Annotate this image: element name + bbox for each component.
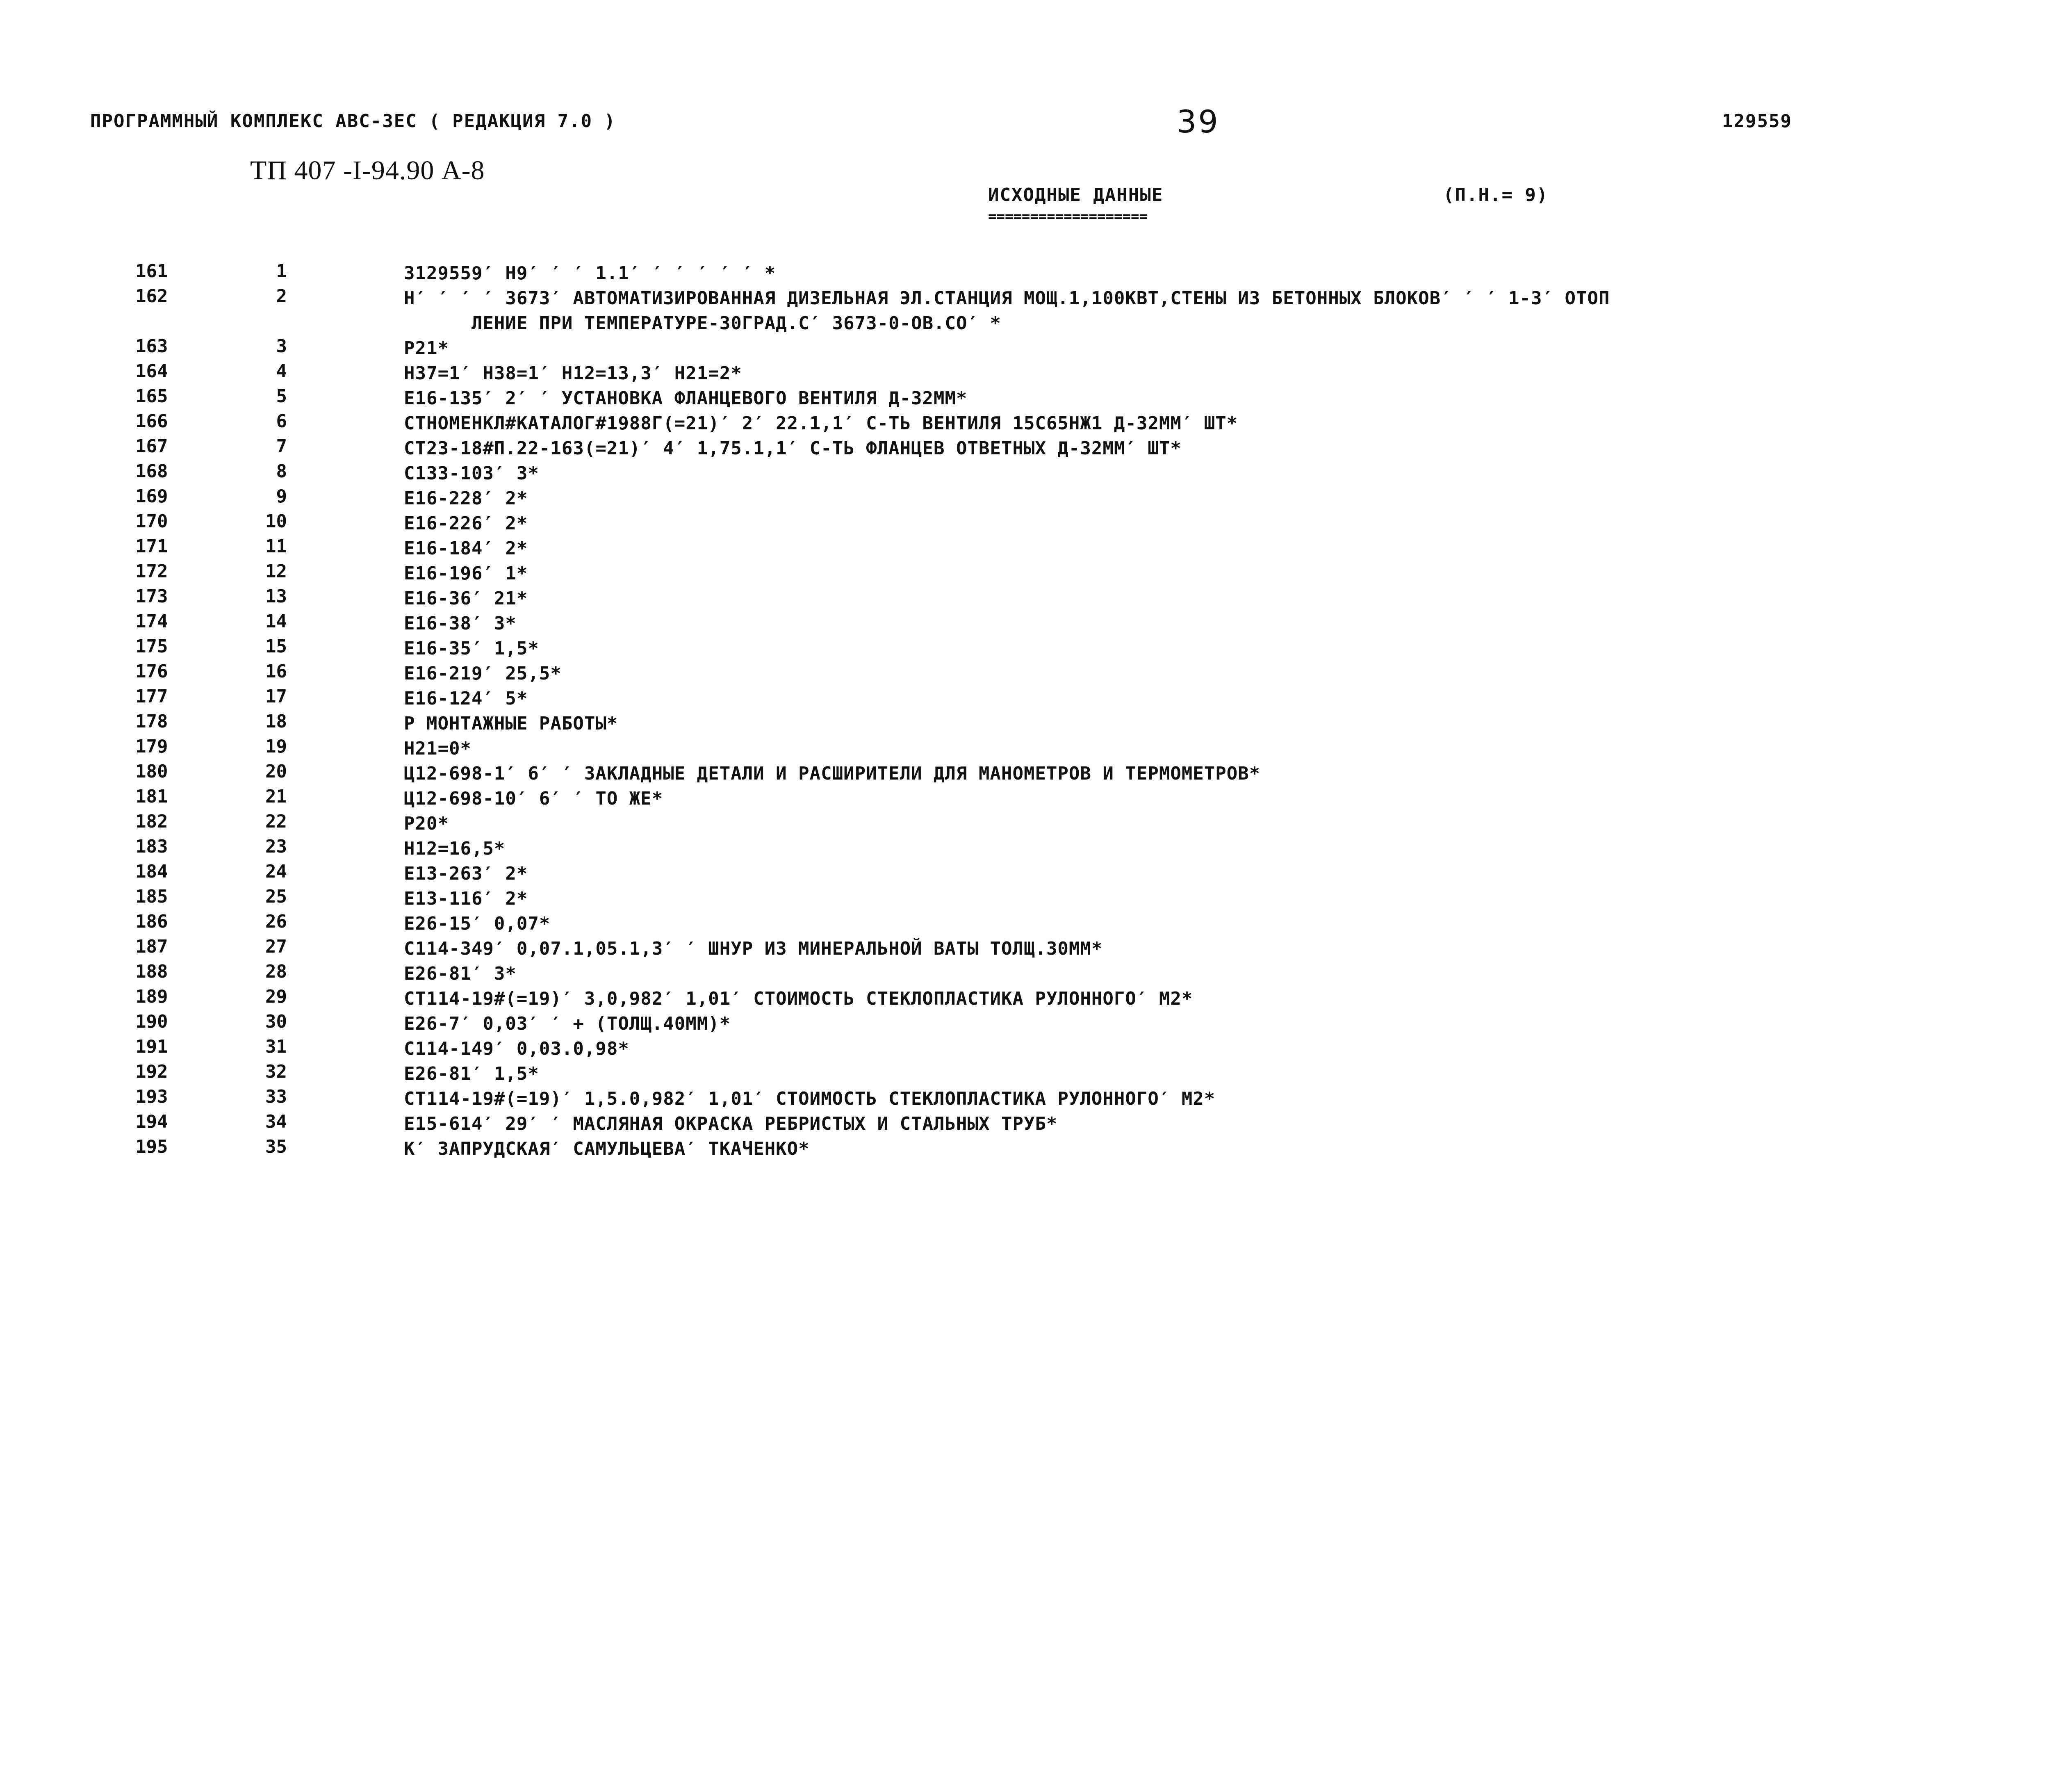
row-number: 174 [135,611,168,632]
listing-row [0,986,2050,1011]
row-index: 12 [265,561,287,582]
row-text: Е13-263′ 2* [404,863,528,884]
program-title: ПРОГРАММНЫЙ КОМПЛЕКС АВС-ЗЕС ( РЕДАКЦИЯ 7.0 ) [90,111,616,132]
listing-row [0,711,2050,736]
listing-row [0,1011,2050,1036]
listing-row [0,786,2050,811]
listing-row [0,761,2050,786]
row-text: Е16-219′ 25,5* [404,663,562,684]
row-number: 181 [135,786,168,807]
listing-row [0,361,2050,386]
row-index: 30 [265,1011,287,1032]
listing-row [0,661,2050,686]
row-index: 15 [265,636,287,657]
listing-row [0,411,2050,436]
row-index: 26 [265,911,287,932]
section-title: ИСХОДНЫЕ ДАННЫЕ [988,185,1164,205]
row-text: Е16-196′ 1* [404,563,528,584]
row-index: 6 [276,411,287,432]
listing-row [0,811,2050,836]
row-number: 179 [135,736,168,757]
data-listing [0,261,2050,1161]
row-index: 23 [265,836,287,857]
row-text: Е26-81′ 1,5* [404,1063,539,1084]
listing-row [0,1111,2050,1136]
row-index: 13 [265,586,287,607]
row-index: 19 [265,736,287,757]
row-index: 18 [265,711,287,732]
row-number: 170 [135,511,168,532]
row-index: 5 [276,386,287,407]
row-number: 164 [135,361,168,382]
row-index: 9 [276,486,287,507]
row-text: СТ114-19#(=19)′ 1,5.0,982′ 1,01′ СТОИМОСТЬ СТЕКЛОПЛАСТИКА РУЛОННОГО′ М2* [404,1088,1216,1109]
row-text: Ц12-698-1′ 6′ ′ ЗАКЛАДНЫЕ ДЕТАЛИ И РАСШИРИТЕЛИ ДЛЯ МАНОМЕТРОВ И ТЕРМОМЕТРОВ* [404,763,1261,784]
row-index: 3 [276,336,287,357]
row-number: 161 [135,261,168,282]
listing-row [0,461,2050,486]
row-number: 172 [135,561,168,582]
row-number: 189 [135,986,168,1007]
listing-row [0,961,2050,986]
row-index: 32 [265,1061,287,1082]
row-number: 191 [135,1036,168,1057]
row-text: К′ ЗАПРУДСКАЯ′ САМУЛЬЦЕВА′ ТКАЧЕНКО* [404,1138,810,1159]
page-number: 39 [1177,103,1220,140]
row-index: 4 [276,361,287,382]
row-text: Е15-614′ 29′ ′ МАСЛЯНАЯ ОКРАСКА РЕБРИСТЫХ И СТАЛЬНЫХ ТРУБ* [404,1113,1058,1134]
listing-row [0,611,2050,636]
row-index: 14 [265,611,287,632]
row-index: 22 [265,811,287,832]
row-number: 187 [135,936,168,957]
listing-row [0,936,2050,961]
listing-row [0,586,2050,611]
listing-row [0,736,2050,761]
row-text: С114-149′ 0,03.0,98* [404,1038,629,1059]
listing-row [0,1136,2050,1161]
row-number: 165 [135,386,168,407]
listing-row [0,886,2050,911]
row-number: 194 [135,1111,168,1132]
row-text: Н12=16,5* [404,838,506,859]
row-text: Р МОНТАЖНЫЕ РАБОТЫ* [404,713,618,734]
listing-row [0,511,2050,536]
row-text: СТНОМЕНКЛ#КАТАЛОГ#1988Г(=21)′ 2′ 22.1,1′ С-ТЬ ВЕНТИЛЯ 15С65НЖ1 Д-32ММ′ ШТ* [404,413,1238,434]
listing-row [0,686,2050,711]
listing-row [0,1036,2050,1061]
row-number: 195 [135,1136,168,1157]
row-number: 193 [135,1086,168,1107]
row-text: Е16-124′ 5* [404,688,528,709]
row-text: Р21* [404,338,449,359]
row-index: 29 [265,986,287,1007]
row-text: Ц12-698-10′ 6′ ′ ТО ЖЕ* [404,788,663,809]
row-number: 175 [135,636,168,657]
row-index: 28 [265,961,287,982]
row-text: Е16-228′ 2* [404,488,528,509]
row-text: Е13-116′ 2* [404,888,528,909]
listing-row [0,486,2050,511]
document-number: 129559 [1722,111,1792,132]
row-number: 178 [135,711,168,732]
row-number: 162 [135,286,168,307]
listing-row [0,386,2050,411]
row-number: 167 [135,436,168,457]
row-number: 192 [135,1061,168,1082]
sheet-info: (П.Н.= 9) [1443,185,1549,205]
row-text: Е26-15′ 0,07* [404,913,551,934]
listing-row [0,336,2050,361]
row-index: 7 [276,436,287,457]
row-index: 34 [265,1111,287,1132]
row-number: 182 [135,811,168,832]
row-text: Н′ ′ ′ ′ 3673′ АВТОМАТИЗИРОВАННАЯ ДИЗЕЛЬНАЯ ЭЛ.СТАНЦИЯ МОЩ.1,100КВТ,СТЕНЫ ИЗ БЕТОННЫХ БЛОКОВ′ ′ ′ 1-3′ ОТОП ЛЕНИЕ ПРИ ТЕМПЕРАТУРЕ-30ГРАД.С′ 3673-0-ОВ.СО′ * [404,288,1610,334]
row-number: 169 [135,486,168,507]
row-index: 35 [265,1136,287,1157]
row-index: 10 [265,511,287,532]
row-number: 176 [135,661,168,682]
row-text: Е16-35′ 1,5* [404,638,539,659]
row-text: С133-103′ 3* [404,463,539,484]
row-text: СТ23-18#П.22-163(=21)′ 4′ 1,75.1,1′ С-ТЬ ФЛАНЦЕВ ОТВЕТНЫХ Д-32ММ′ ШТ* [404,438,1182,459]
row-index: 31 [265,1036,287,1057]
row-text: Е26-7′ 0,03′ ′ + (ТОЛЩ.40ММ)* [404,1013,731,1034]
row-text: СТ114-19#(=19)′ 3,0,982′ 1,01′ СТОИМОСТЬ СТЕКЛОПЛАСТИКА РУЛОННОГО′ М2* [404,988,1193,1009]
row-text: С114-349′ 0,07.1,05.1,3′ ′ ШНУР ИЗ МИНЕРАЛЬНОЙ ВАТЫ ТОЛЩ.30ММ* [404,938,1103,959]
row-number: 184 [135,861,168,882]
row-number: 171 [135,536,168,557]
row-text: Н21=0* [404,738,472,759]
row-index: 2 [276,286,287,307]
row-index: 11 [265,536,287,557]
row-text: Е16-226′ 2* [404,513,528,534]
row-number: 190 [135,1011,168,1032]
listing-row [0,836,2050,861]
listing-row [0,861,2050,886]
section-underline: =================== [988,208,1148,225]
row-text: Н37=1′ Н38=1′ Н12=13,3′ Н21=2* [404,363,742,384]
row-text: Е16-184′ 2* [404,538,528,559]
row-index: 24 [265,861,287,882]
row-number: 188 [135,961,168,982]
listing-row [0,1086,2050,1111]
listing-row [0,1061,2050,1086]
project-code: ТП 407 -I-94.90 А-8 [250,155,485,185]
row-index: 16 [265,661,287,682]
row-index: 25 [265,886,287,907]
listing-row [0,636,2050,661]
listing-row [0,536,2050,561]
row-index: 17 [265,686,287,707]
row-text: Е16-36′ 21* [404,588,528,609]
row-number: 186 [135,911,168,932]
row-index: 8 [276,461,287,482]
row-text: Р20* [404,813,449,834]
listing-row [0,911,2050,936]
row-index: 21 [265,786,287,807]
row-index: 20 [265,761,287,782]
row-number: 173 [135,586,168,607]
row-text: Е16-135′ 2′ ′ УСТАНОВКА ФЛАНЦЕВОГО ВЕНТИЛЯ Д-32ММ* [404,388,968,409]
row-text: Е26-81′ 3* [404,963,517,984]
row-number: 180 [135,761,168,782]
listing-row [0,436,2050,461]
listing-row [0,561,2050,586]
listing-row [0,286,2050,336]
row-index: 33 [265,1086,287,1107]
row-number: 168 [135,461,168,482]
row-index: 1 [276,261,287,282]
listing-row [0,261,2050,286]
row-number: 185 [135,886,168,907]
row-text: 3129559′ Н9′ ′ ′ 1.1′ ′ ′ ′ ′ ′ * [404,263,776,284]
row-number: 163 [135,336,168,357]
row-number: 183 [135,836,168,857]
row-number: 166 [135,411,168,432]
row-index: 27 [265,936,287,957]
row-number: 177 [135,686,168,707]
row-text: Е16-38′ 3* [404,613,517,634]
